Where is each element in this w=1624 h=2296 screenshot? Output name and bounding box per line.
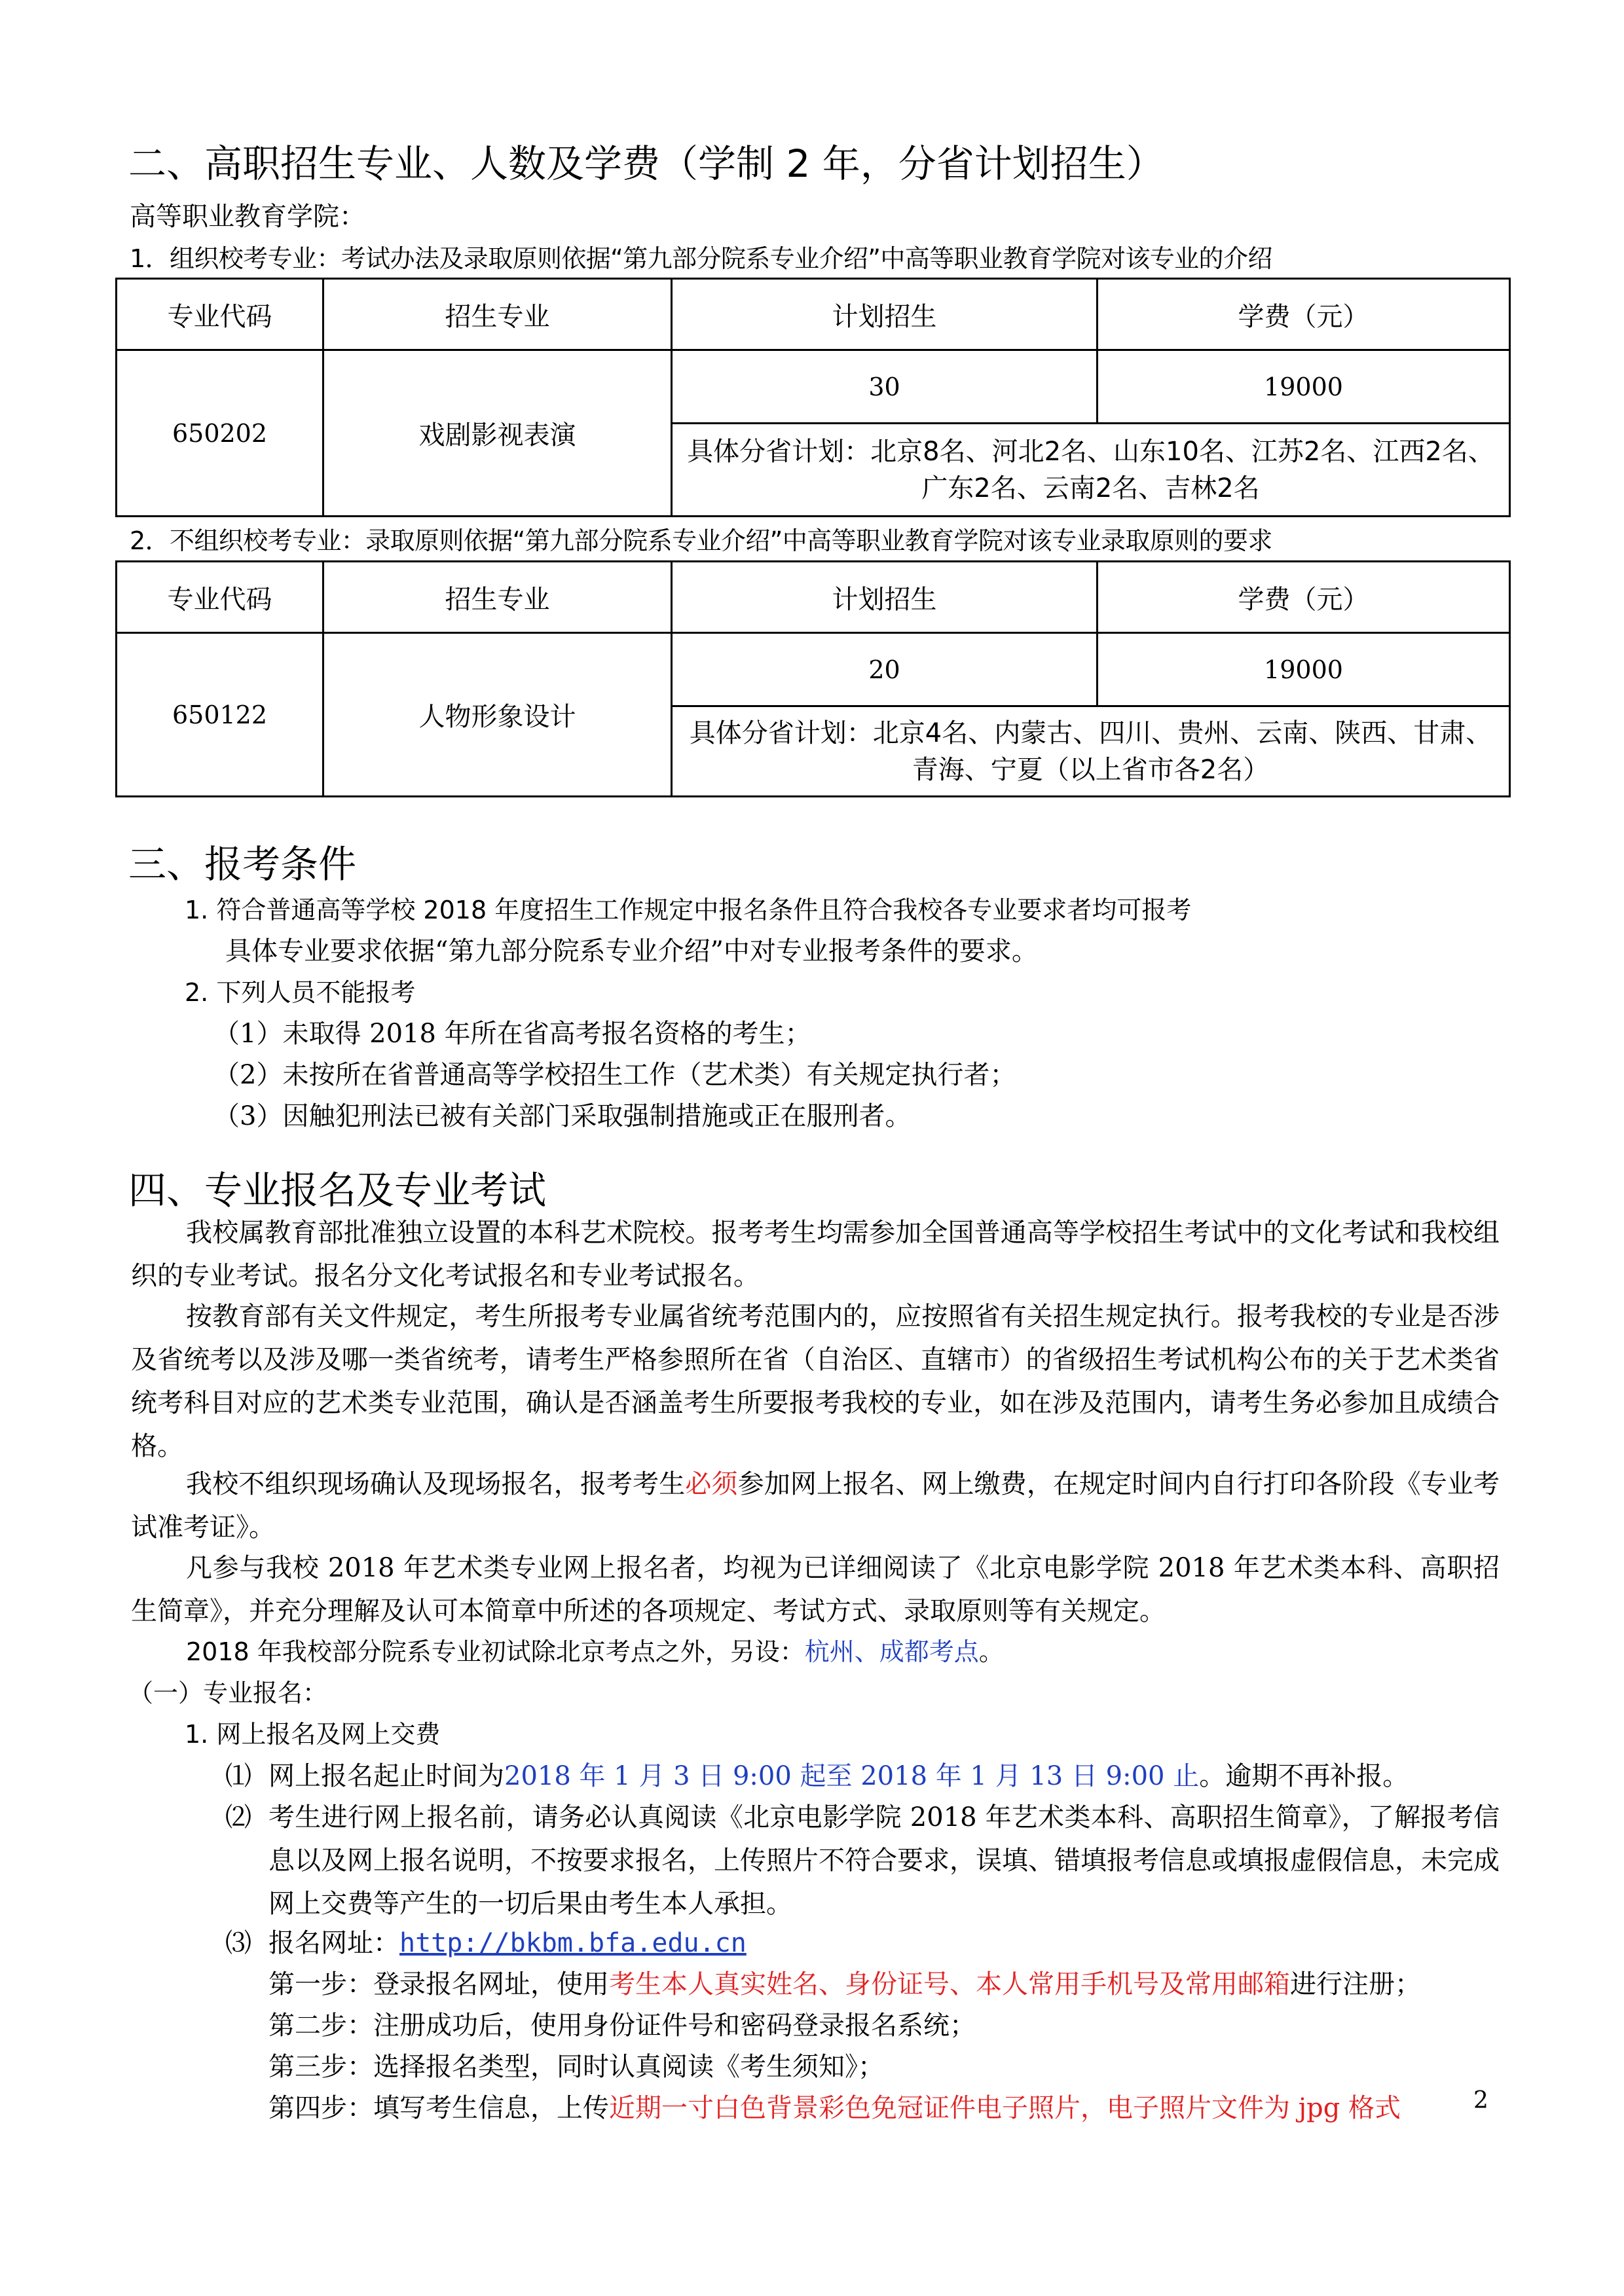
registration-period	[268, 1755, 1409, 1798]
college-label: 高等职业教育学院：	[130, 202, 365, 232]
paragraph-4: 凡参与我校 2018 年艺术类专业网上报名者，均视为已详细阅读了《北京电影学院 2018 年艺术类本科、高职招生简章》，并充分理解及认可本简章中所述的各项规定、考试方式、录取原则等有关规定。	[131, 1553, 1500, 1626]
section3-heading: 三、报考条件	[128, 842, 357, 886]
registration-url-label: 报名网址：	[268, 1928, 399, 1958]
registration-url-line	[268, 1922, 747, 1965]
header-code: 专业代码	[117, 562, 323, 633]
paragraph-5	[186, 1630, 1004, 1673]
header-fee: 学费（元）	[1098, 279, 1510, 350]
paragraph-3-text-b: 参加网上报名、网上缴费，在规定时间内自行打印各阶段《专业考试准考证》。	[131, 1469, 1500, 1542]
item2-text: 2．不组织校考专业：录取原则依据“第九部分院系专业介绍”中高等职业教育学院对该专业录取原则的要求	[130, 526, 1272, 555]
condition-2-c: （3）因触犯刑法已被有关部门采取强制措施或正在服刑者。	[213, 1101, 912, 1131]
tuition-fee: 19000	[1098, 633, 1510, 706]
header-major: 招生专业	[323, 562, 672, 633]
major-code: 650122	[117, 633, 323, 797]
step-3-num: ⑶	[225, 1928, 251, 1958]
item1-text: 1．组织校考专业：考试办法及录取原则依据“第九部分院系专业介绍”中高等职业教育学院对该专业的介绍	[130, 244, 1272, 273]
step-one-end: 进行注册；	[1290, 1969, 1421, 1999]
registration-period-note: 。逾期不再补报。	[1199, 1761, 1409, 1791]
registration-period-label: 网上报名起止时间为	[268, 1761, 504, 1791]
step-four-text: 第四步：填写考生信息，上传	[268, 2093, 609, 2123]
registration-url-link[interactable]: http://bkbm.bfa.edu.cn	[399, 1928, 747, 1958]
condition-2-a: （1）未取得 2018 年所在省高考报名资格的考生；	[213, 1019, 811, 1049]
header-major: 招生专业	[323, 279, 672, 350]
major-name: 人物形象设计	[323, 633, 672, 797]
step-one-text: 第一步：登录报名网址，使用	[268, 1969, 609, 1999]
must-highlight: 必须	[685, 1469, 738, 1499]
step-one-highlight: 考生本人真实姓名、身份证号、本人常用手机号及常用邮箱	[609, 1969, 1290, 1999]
section2-heading: 二、高职招生专业、人数及学费（学制 2 年，分省计划招生）	[128, 141, 1164, 186]
step-2-num: ⑵	[225, 1802, 251, 1832]
province-plan: 具体分省计划：北京8名、河北2名、山东10名、江苏2名、江西2名、广东2名、云南2名、吉林2名	[672, 424, 1510, 517]
condition-1-detail: 具体专业要求依据“第九部分院系专业介绍”中对专业报考条件的要求。	[225, 936, 1038, 966]
condition-2: 2. 下列人员不能报考	[185, 978, 416, 1007]
header-fee: 学费（元）	[1098, 562, 1510, 633]
step-four	[268, 2086, 1401, 2130]
enrollment-table-2	[115, 560, 1511, 797]
section4-heading: 四、专业报名及专业考试	[128, 1168, 547, 1212]
header-code: 专业代码	[117, 279, 323, 350]
online-registration-title: 1. 网上报名及网上交费	[185, 1720, 441, 1749]
province-plan: 具体分省计划：北京4名、内蒙古、四川、贵州、云南、陕西、甘肃、青海、宁夏（以上省市各2名）	[672, 706, 1510, 797]
major-name: 戏剧影视表演	[323, 350, 672, 517]
enrollment-table-1	[115, 278, 1511, 517]
paragraph-1: 我校属教育部批准独立设置的本科艺术院校。报考考生均需参加全国普通高等学校招生考试中的文化考试和我校组织的专业考试。报名分文化考试报名和专业考试报名。	[131, 1218, 1500, 1291]
paragraph-3	[131, 1463, 1500, 1549]
step-four-highlight: 近期一寸白色背景彩色免冠证件电子照片，电子照片文件为 jpg 格式	[609, 2093, 1401, 2123]
exam-sites-text: 2018 年我校部分院系专业初试除北京考点之外，另设：	[186, 1637, 805, 1666]
step-two: 第二步：注册成功后，使用身份证件号和密码登录报名系统；	[268, 2011, 976, 2041]
major-code: 650202	[117, 350, 323, 517]
step-one	[268, 1963, 1421, 2006]
header-plan: 计划招生	[672, 279, 1098, 350]
condition-2-b: （2）未按所在省普通高等学校招生工作（艺术类）有关规定执行者；	[213, 1060, 1016, 1090]
step-1-num: ⑴	[225, 1761, 251, 1791]
page-number: 2	[1473, 2087, 1488, 2114]
planned-count: 30	[672, 350, 1098, 424]
exam-sites-end: 。	[978, 1637, 1004, 1666]
registration-notice: 考生进行网上报名前，请务必认真阅读《北京电影学院 2018 年艺术类本科、高职招生简章》，了解报考信息以及网上报名说明，不按要求报名，上传照片不符合要求，误填、错填报考信息或填报虚假信息，未完成网上交费等产生的一切后果由考生本人承担。	[268, 1802, 1500, 1919]
paragraph-3-text-a: 我校不组织现场确认及现场报名，报考考生	[186, 1469, 686, 1499]
exam-sites-highlight: 杭州、成都考点	[804, 1637, 979, 1666]
condition-1: 1. 符合普通高等学校 2018 年度招生工作规定中报名条件且符合我校各专业要求者均可报考	[185, 896, 1192, 924]
header-plan: 计划招生	[672, 562, 1098, 633]
registration-period-dates: 2018 年 1 月 3 日 9:00 起至 2018 年 1 月 13 日 9:00 止	[504, 1761, 1200, 1791]
step-three: 第三步：选择报名类型，同时认真阅读《考生须知》；	[268, 2052, 884, 2082]
tuition-fee: 19000	[1098, 350, 1510, 424]
paragraph-2: 按教育部有关文件规定，考生所报考专业属省统考范围内的，应按照省有关招生规定执行。报考我校的专业是否涉及省统考以及涉及哪一类省统考，请考生严格参照所在省（自治区、直辖市）的省级招生考试机构公布的关于艺术类省统考科目对应的艺术类专业范围，确认是否涵盖考生所要报考我校的专业，如在涉及范围内，请考生务必参加且成绩合格。	[131, 1302, 1500, 1461]
subsection-registration: （一）专业报名：	[128, 1679, 328, 1707]
planned-count: 20	[672, 633, 1098, 706]
